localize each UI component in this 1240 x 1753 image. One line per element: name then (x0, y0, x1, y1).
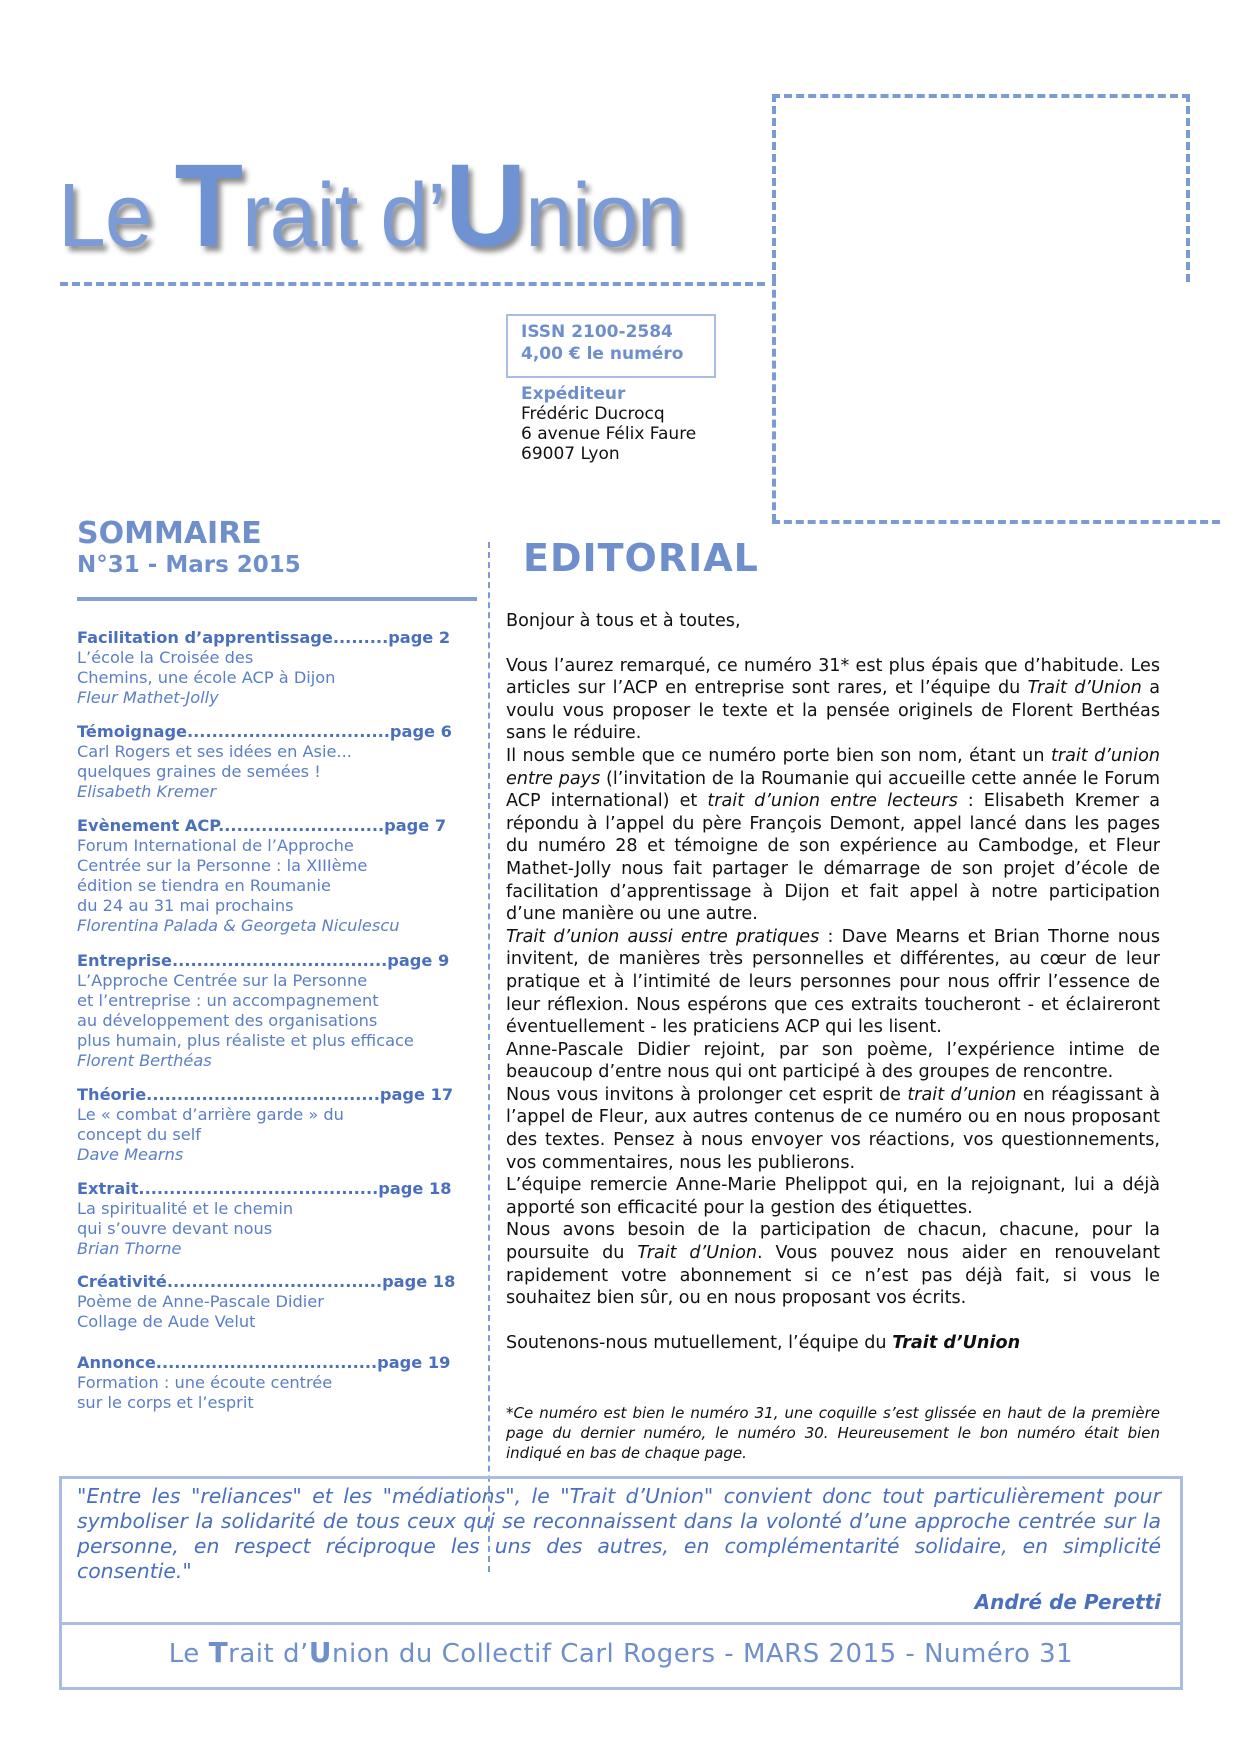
toc-line: L’école la Croisée des (77, 648, 254, 667)
toc-line: La spiritualité et le chemin (77, 1199, 294, 1218)
toc-line: au développement des organisations (77, 1011, 378, 1030)
toc-heading: Entreprise...................................page 9 (77, 951, 450, 970)
toc-line: du 24 au 31 mai prochains (77, 896, 294, 915)
editorial-closing: Soutenons-nous mutuellement, l’équipe du Trait d’Union (506, 1332, 1021, 1353)
sender-street: 6 avenue Félix Faure (521, 424, 697, 444)
toc-line: qui s’ouvre devant nous (77, 1219, 273, 1238)
toc-line: Le « combat d’arrière garde » du (77, 1105, 344, 1124)
toc-item[interactable] (77, 722, 477, 802)
toc-item[interactable] (77, 1272, 477, 1332)
sommaire-rule (77, 597, 477, 601)
editorial-paragraph: Vous l’aurez remarqué, ce numéro 31* est plus épais que d’habitude. Les articles sur l’ACP en entreprise sont rares, et l’équipe du Trait d’Union a voulu vous proposer le texte et la pensée originels de Florent Berthéas sans le réduire. (506, 655, 1160, 744)
toc-item[interactable] (77, 628, 477, 708)
toc-item[interactable] (77, 816, 477, 936)
toc-line: et l’entreprise : un accompagnement (77, 991, 379, 1010)
toc-item[interactable] (77, 1085, 477, 1165)
toc-line: Forum International de l’Approche (77, 836, 354, 855)
toc-line: Poème de Anne-Pascale Didier (77, 1292, 324, 1311)
editorial-paragraph: L’équipe remercie Anne-Marie Phelippot qui, en la rejoignant, lui a déjà apporté son efficacité pour la gestion des étiquettes. (506, 1175, 1160, 1218)
toc-author: Dave Mearns (77, 1145, 184, 1164)
toc-line: édition se tiendra en Roumanie (77, 876, 331, 895)
sender-city: 69007 Lyon (521, 444, 620, 464)
toc-line: Chemins, une école ACP à Dijon (77, 668, 336, 687)
toc-line: Collage de Aude Velut (77, 1312, 256, 1331)
address-frame-bottom-edge (772, 520, 1220, 524)
editorial-title: EDITORIAL (523, 536, 759, 580)
sender-label: Expéditeur (521, 384, 626, 404)
toc-author: Fleur Mathet-Jolly (77, 688, 219, 707)
toc-item[interactable] (77, 951, 477, 1071)
page-footer: Le Trait d’Union du Collectif Carl Rogers - MARS 2015 - Numéro 31 (168, 1636, 1074, 1669)
toc-line: Carl Rogers et ses idées en Asie... (77, 742, 352, 761)
toc-item[interactable] (77, 1179, 477, 1259)
toc-author: Florent Berthéas (77, 1051, 212, 1070)
masthead-divider (60, 282, 765, 286)
toc-heading: Facilitation d’apprentissage.........page 2 (77, 628, 451, 647)
editorial-paragraph: Nous avons besoin de la participation de chacun, chacune, pour la poursuite du Trait d’Union. Vous pouvez nous aider en renouvelant rapidement votre abonnement si ce n’est pas déjà fait, si vous le souhaitez bien sûr, ou en nous proposant vos écrits. (506, 1220, 1161, 1309)
quote-author: André de Peretti (974, 1590, 1161, 1614)
toc-heading: Théorie......................................page 17 (77, 1085, 454, 1104)
address-frame-left-edge (772, 278, 776, 522)
quote-text: "Entre les "reliances" et les "médiations", le "Trait d’Union" convient donc tout particulièrement pour symboliser la solidarité de tous ceux qui se reconnaissent dans la volonté d’une approche centrée sur la personne, en respect réciproque les uns des autres, en complémentarité solidaire, en simplicité consentie." (77, 1484, 1161, 1583)
toc-item[interactable] (77, 1353, 477, 1413)
toc-line: sur le corps et l’esprit (77, 1393, 254, 1412)
toc-author: Brian Thorne (77, 1239, 182, 1258)
toc-author: Florentina Palada & Georgeta Niculescu (77, 916, 400, 935)
toc-heading: Créativité...................................page 18 (77, 1272, 456, 1291)
toc-line: concept du self (77, 1125, 201, 1144)
toc-line: Formation : une écoute centrée (77, 1373, 333, 1392)
issue-number: N°31 - Mars 2015 (77, 552, 301, 578)
toc-line: quelques graines de semées ! (77, 762, 321, 781)
masthead-title: Le Trait d’Union (58, 139, 684, 272)
column-separator (488, 542, 490, 1572)
editorial-greeting: Bonjour à tous et à toutes, (506, 611, 741, 631)
toc-heading: Témoignage.................................page 6 (77, 722, 452, 741)
toc-heading: Extrait.......................................page 18 (77, 1179, 452, 1198)
editorial-body (506, 610, 1160, 1354)
toc-author: Elisabeth Kremer (77, 782, 217, 801)
editorial-paragraph: Anne-Pascale Didier rejoint, par son poème, l’expérience intime de beaucoup d’entre nous qui ont participé à des groupes de rencontre. (506, 1039, 1160, 1083)
toc-heading: Evènement ACP...........................page 7 (77, 816, 447, 835)
editorial-paragraph: Nous vous invitons à prolonger cet esprit de trait d’union en réagissant à l’appel de Fleur, aux autres contenus de ce numéro ou en nous proposant des textes. Pensez à nous envoyer vos réactions, vos questionnements, vos commentaires, nous les publierons. (506, 1084, 1160, 1173)
toc-line: Centrée sur la Personne : la XIIIème (77, 856, 368, 875)
address-label-frame (772, 94, 1190, 282)
editorial-footnote: *Ce numéro est bien le numéro 31, une coquille s’est glissée en haut de la première page du dernier numéro, le numéro 30. Heureusement le bon numéro était bien indiqué en bas de chaque page. (506, 1404, 1160, 1462)
toc-heading: Annonce....................................page 19 (77, 1353, 451, 1372)
sender-name: Frédéric Ducrocq (521, 404, 665, 424)
issn-number: ISSN 2100-2584 (521, 322, 673, 342)
sommaire-title: SOMMAIRE (77, 516, 262, 551)
editorial-paragraph: Il nous semble que ce numéro porte bien son nom, étant un trait d’union entre pays (l’invitation de la Roumanie qui accueille cette année le Forum ACP international) et trait d’union entre lecteurs : Elisabeth Kremer a répondu à l’appel du père François Demont, appel lancé dans les pages du numéro 28 et témoigne de son expérience au Cambodge, et Fleur Mathet-Jolly nous fait partager le démarrage de son projet d’école de facilitation d’apprentissage à Dijon et fait appel à notre participation d’une manière ou une autre. (506, 745, 1160, 925)
issue-price: 4,00 € le numéro (521, 344, 684, 364)
editorial-paragraph: Trait d’union aussi entre pratiques : Dave Mearns et Brian Thorne nous invitent, de manières très personnelles et différentes, au cœur de leur pratique et à l’intimité de leurs personnes pour nous offrir l’essence de leur réflexion. Nous espérons que ces extraits toucheront - et éclaireront éventuellement - les praticiens ACP qui les lisent. (506, 926, 1160, 1038)
toc-line: plus humain, plus réaliste et plus efficace (77, 1031, 414, 1050)
toc-line: L’Approche Centrée sur la Personne (77, 971, 368, 990)
